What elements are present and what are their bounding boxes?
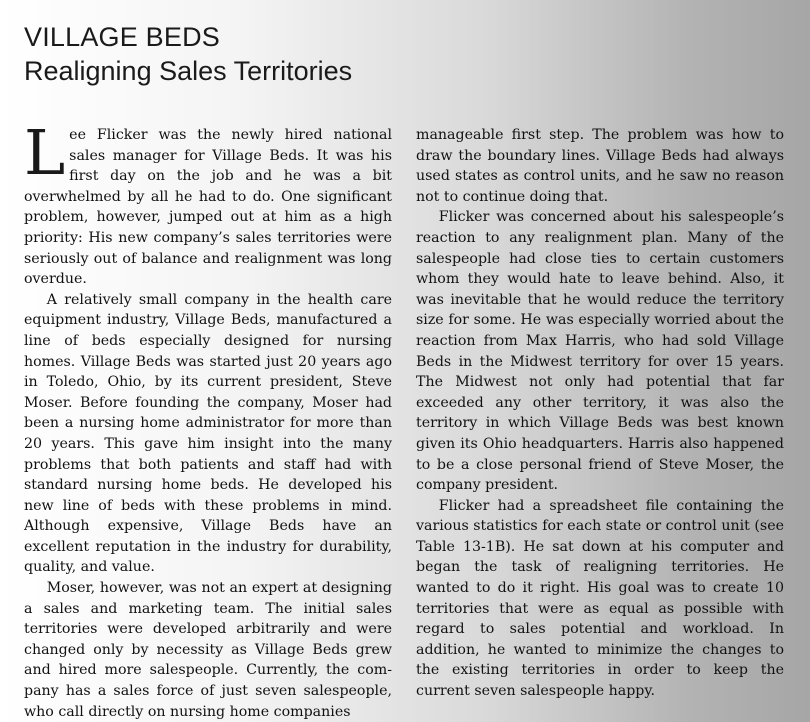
article-header [24, 20, 352, 88]
paragraph: manageable first step. The problem was how to draw the boundary lines. Village Beds had always used states as control units, and he saw no reason not to continue doing that. [416, 127, 784, 205]
paragraph: Moser, however, was not an expert at designing a sales and marketing team. The initial sales territories were developed arbitrarily and were changed only by necessity as Village Beds grew and hired more salespeople. Currently, the company has a sales force of just seven salespeople, who call directly on nursing home companies [24, 580, 392, 720]
paragraph [24, 116, 392, 290]
page-subtitle: Realigning Sales Territories [24, 56, 353, 86]
right-column [416, 125, 784, 700]
article-body [24, 116, 784, 720]
left-column [24, 116, 392, 720]
page-title: VILLAGE BEDS [24, 22, 220, 52]
paragraph: Flicker was concerned about his salespeople’s reaction to any realignment plan. Many of the salespeople had close ties to certain customers whom they would hate to leave behind. Also, it was inevitable that he would reduce the territory size for some. He was especially worried about the reaction from Max Harris, who had sold Village Beds in the Midwest territory for over 15 years. The Midwest not only had potential that far exceeded any other territory, it was also the territory in which Village Beds was best known given its Ohio headquarters. Harris also happened to be a close personal friend of Steve Moser, the company president. [416, 209, 784, 494]
paragraph: Flicker had a spreadsheet file containing the various statistics for each state or control unit (see Table 13-1B). He sat down at his computer and began the task of realigning territories. He wanted to do it right. His goal was to create 10 territories that were as equal as possible with regard to sales potential and workload. In addition, he wanted to minimize the changes to the existing territories in order to keep the current seven salespeople happy. [416, 497, 784, 700]
paragraph-text: ee Flicker was the newly hired national sales manager for Village Beds. It was his first day on the job and he was a bit overwhelmed by all he had to do. One significant problem, however, jumped out at him as a high priority: His new company’s sales territories were seriously out of balance and realignment was long overdue. [24, 127, 392, 288]
paragraph: A relatively small company in the health care equipment industry, Village Beds, manufactured a line of beds especially designed for nursing homes. Village Beds was started just 20 years ago in Toledo, Ohio, by its current president, Steve Moser. Before founding the company, Moser had been a nursing home administrator for more than 20 years. This gave him insight into the many problems that both patients and staff had with standard nursing home beds. He developed his new line of beds with these problems in mind. Although expensive, Village Beds have an excellent reputation in the industry for durability, quality, and value. [24, 291, 392, 576]
drop-cap: L [24, 116, 66, 189]
